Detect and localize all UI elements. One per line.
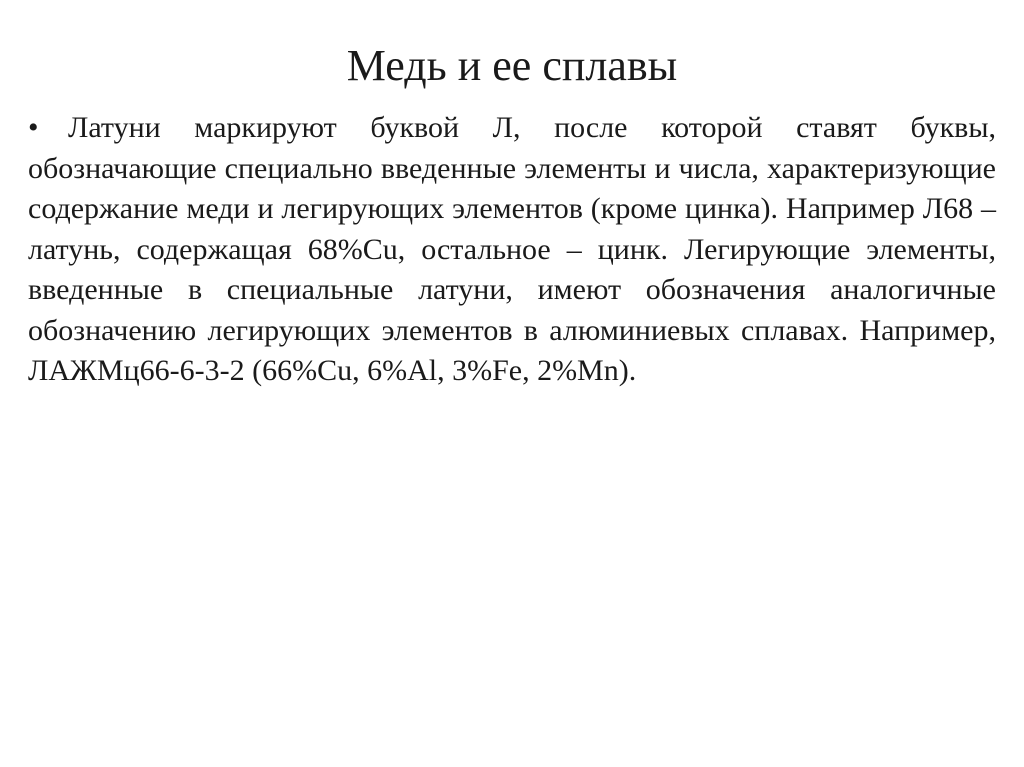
bullet-marker: • bbox=[28, 111, 39, 144]
bullet-paragraph bbox=[28, 108, 996, 392]
bullet-text: Латуни маркируют буквой Л, после которой ставят буквы, обозначающие специально введенные элементы и числа, характеризующие содержание меди и легирующих элементов (кроме цинка). Например Л68 – латунь, содержащая 68%Cu, остальное – цинк. Легирующие элементы, введенные в специальные латуни, имеют обозначения аналогичные обозначению легирующих элементов в алюминиевых сплавах. Например, ЛАЖМц66-6-3-2 (66%Cu, 6%Al, 3%Fe, 2%Mn). bbox=[28, 111, 996, 387]
slide-title: Медь и ее сплавы bbox=[346, 41, 678, 90]
